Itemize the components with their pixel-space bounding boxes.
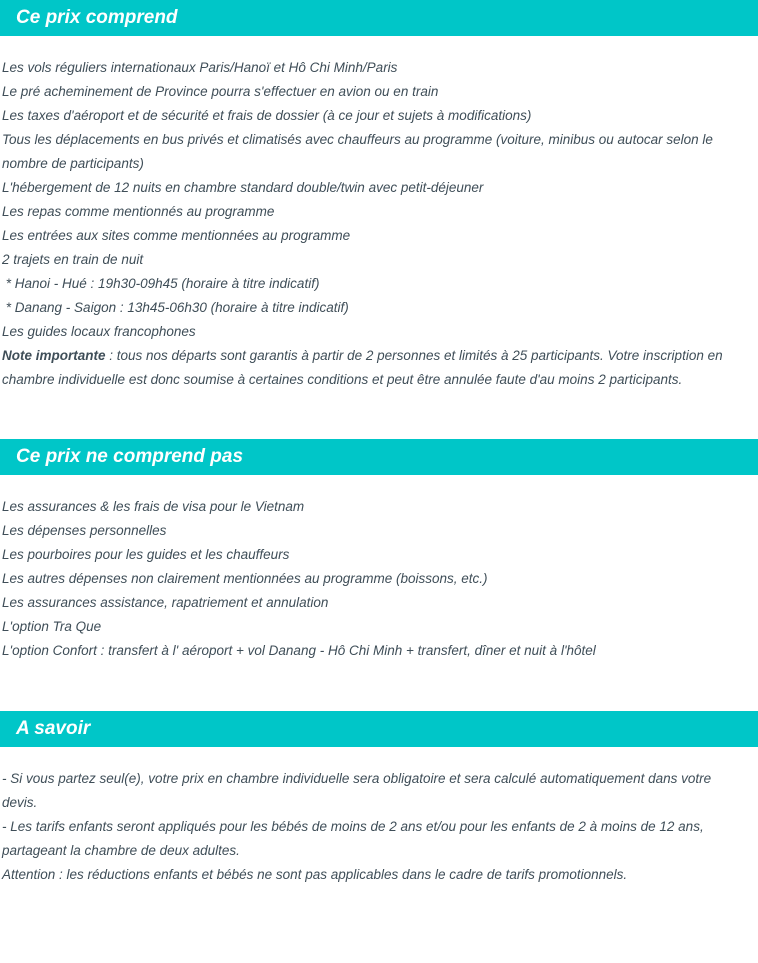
list-item: Les dépenses personnelles	[2, 523, 167, 538]
section-header-price-excludes: Ce prix ne comprend pas	[0, 439, 758, 475]
important-note-label: Note importante	[2, 348, 106, 363]
list-item: Le pré acheminement de Province pourra s'effectuer en avion ou en train	[2, 84, 439, 99]
list-item: - Si vous partez seul(e), votre prix en chambre individuelle sera obligatoire et sera calculé automatiquement dans votre devis.	[2, 771, 715, 810]
list-item: Les vols réguliers internationaux Paris/Hanoï et Hô Chi Minh/Paris	[2, 60, 398, 75]
section-body-price-excludes	[0, 475, 750, 711]
list-item: L'option Confort : transfert à l' aéroport + vol Danang - Hô Chi Minh + transfert, dîner et nuit à l'hôtel	[2, 643, 596, 658]
section-good-to-know	[0, 711, 758, 939]
list-item: L'hébergement de 12 nuits en chambre standard double/twin avec petit-déjeuner	[2, 180, 484, 195]
list-item: * Hanoi - Hué : 19h30-09h45 (horaire à titre indicatif)	[2, 276, 320, 291]
list-item: - Les tarifs enfants seront appliqués pour les bébés de moins de 2 ans et/ou pour les enfants de 2 à moins de 12 ans, partageant la chambre de deux adultes.	[2, 819, 708, 858]
important-note-text: : tous nos départs sont garantis à partir de 2 personnes et limités à 25 participants. Votre inscription en chambre individuelle est donc soumise à certaines conditions et peut être annulée faute d'au moins 2 participants.	[2, 348, 727, 387]
list-item: Les assurances assistance, rapatriement et annulation	[2, 595, 329, 610]
important-note	[2, 344, 740, 392]
list-item: Les taxes d'aéroport et de sécurité et frais de dossier (à ce jour et sujets à modifications)	[2, 108, 532, 123]
list-item: Les assurances & les frais de visa pour le Vietnam	[2, 499, 305, 514]
list-item: 2 trajets en train de nuit	[2, 252, 144, 267]
section-price-excludes	[0, 439, 758, 711]
section-body-price-includes	[0, 36, 750, 439]
section-price-includes	[0, 0, 758, 439]
list-item: Les entrées aux sites comme mentionnées au programme	[2, 228, 351, 243]
list-item: Les autres dépenses non clairement mentionnées au programme (boissons, etc.)	[2, 571, 488, 586]
list-item: Les repas comme mentionnés au programme	[2, 204, 275, 219]
list-item: * Danang - Saigon : 13h45-06h30 (horaire à titre indicatif)	[2, 300, 349, 315]
list-item: L'option Tra Que	[2, 619, 102, 634]
list-item: Les pourboires pour les guides et les chauffeurs	[2, 547, 290, 562]
list-item: Tous les déplacements en bus privés et climatisés avec chauffeurs au programme (voiture, minibus ou autocar selon le nombre de participants)	[2, 132, 717, 171]
section-header-good-to-know: A savoir	[0, 711, 758, 747]
list-item: Attention : les réductions enfants et bébés ne sont pas applicables dans le cadre de tarifs promotionnels.	[2, 867, 628, 882]
list-item: Les guides locaux francophones	[2, 324, 196, 339]
section-header-price-includes: Ce prix comprend	[0, 0, 758, 36]
section-body-good-to-know	[0, 747, 750, 939]
